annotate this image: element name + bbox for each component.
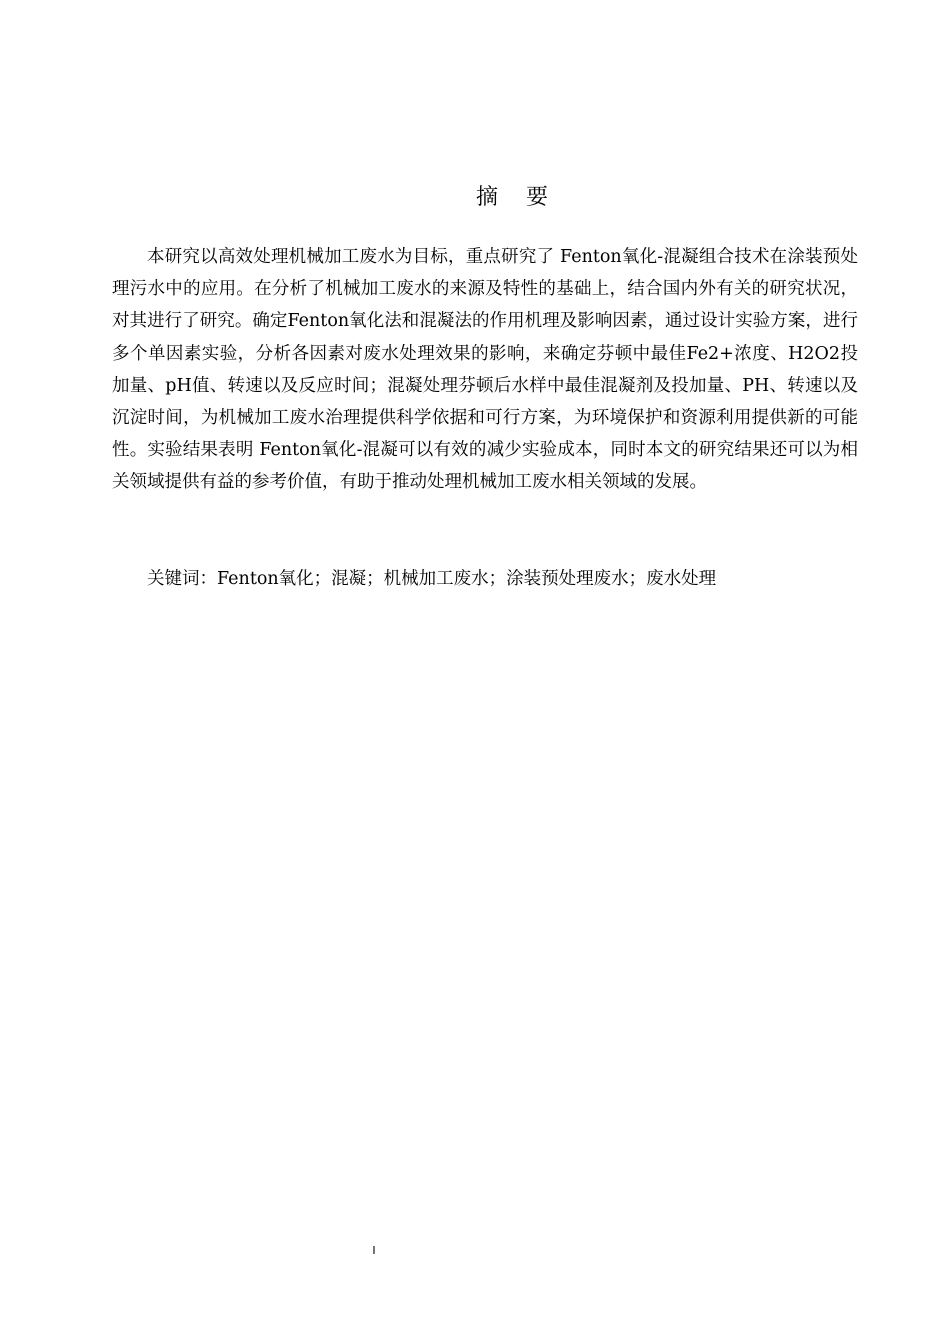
abstract-body: 本研究以高效处理机械加工废水为目标，重点研究了 Fenton氧化-混凝组合技术在涂装预处理污水中的应用。在分析了机械加工废水的来源及特性的基础上，结合国内外有关的研究状况，对其进行了研究。确定Fenton氧化法和混凝法的作用机理及影响因素，通过设计实验方案，进行多个单因素实验，分析各因素对废水处理效果的影响，来确定芬顿中最佳Fe2+浓度、H2O2投加量、pH值、转速以及反应时间；混凝处理芬顿后水样中最佳混凝剂及投加量、PH、转速以及沉淀时间，为机械加工废水治理提供科学依据和可行方案，为环境保护和资源利用提供新的可能性。实验结果表明 Fenton氧化-混凝可以有效的减少实验成本，同时本文的研究结果还可以为相关领域提供有益的参考价值，有助于推动处理机械加工废水相关领域的发展。 (112, 247, 858, 493)
keywords-line (112, 563, 858, 595)
keywords-text: Fenton氧化；混凝；机械加工废水；涂装预处理废水；废水处理 (217, 569, 717, 589)
abstract-title: 摘 要 (476, 185, 548, 210)
page-number: I (372, 1244, 376, 1257)
keywords-label: 关键词： (147, 569, 217, 589)
